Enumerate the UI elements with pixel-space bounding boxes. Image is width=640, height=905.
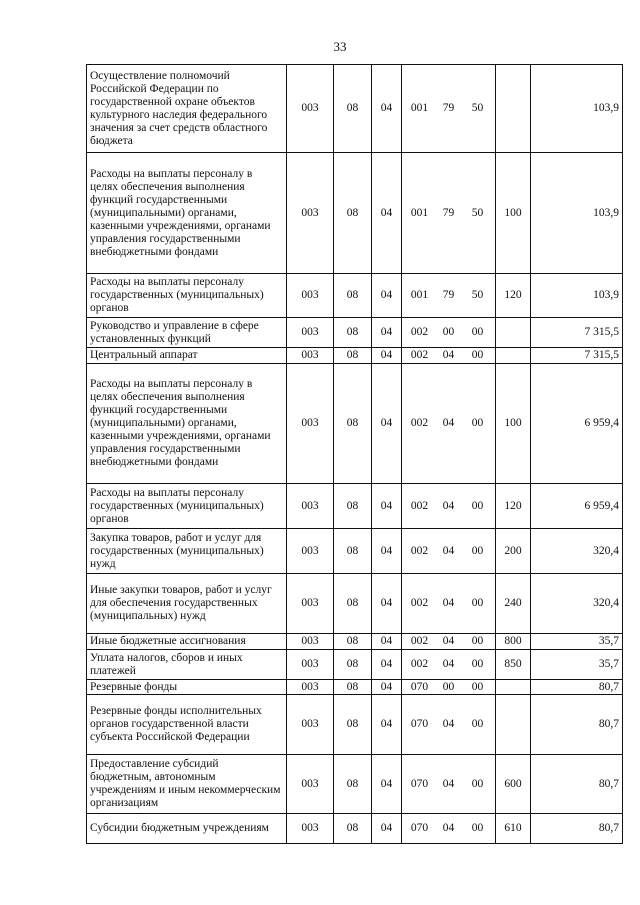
table-row bbox=[87, 634, 623, 650]
subsection-code: 04 bbox=[372, 318, 402, 348]
subsection-code: 04 bbox=[372, 348, 402, 364]
subsection-code: 04 bbox=[372, 634, 402, 650]
row-name: Расходы на выплаты персоналу государственных (муниципальных) органов bbox=[87, 484, 287, 529]
ved-code: 003 bbox=[287, 650, 334, 680]
row-name: Расходы на выплаты персоналу государственных (муниципальных) органов bbox=[87, 274, 287, 318]
subsection-code: 04 bbox=[372, 574, 402, 634]
row-name: Закупка товаров, работ и услуг для государственных (муниципальных) нужд bbox=[87, 529, 287, 574]
row-name: Расходы на выплаты персоналу в целях обеспечения выполнения функций государственными (муниципальными) органами, казенными учреждениями, органами управления государственными внебюджетными фондами bbox=[87, 153, 287, 274]
amount: 35,7 bbox=[531, 634, 623, 650]
amount: 7 315,5 bbox=[531, 348, 623, 364]
section-code: 08 bbox=[334, 274, 372, 318]
row-name: Иные бюджетные ассигнования bbox=[87, 634, 287, 650]
expense-type-code bbox=[496, 65, 531, 153]
expense-type-code: 200 bbox=[496, 529, 531, 574]
ved-code: 003 bbox=[287, 65, 334, 153]
target-article-code: 002 04 00 bbox=[402, 650, 496, 680]
section-code: 08 bbox=[334, 634, 372, 650]
subsection-code: 04 bbox=[372, 274, 402, 318]
ved-code: 003 bbox=[287, 574, 334, 634]
row-name: Руководство и управление в сфере установленных функций bbox=[87, 318, 287, 348]
table-row bbox=[87, 814, 623, 844]
subsection-code: 04 bbox=[372, 695, 402, 755]
section-code: 08 bbox=[334, 814, 372, 844]
budget-table bbox=[86, 64, 623, 844]
target-article-code: 002 04 00 bbox=[402, 574, 496, 634]
ved-code: 003 bbox=[287, 755, 334, 814]
expense-type-code: 610 bbox=[496, 814, 531, 844]
target-article-code: 002 04 00 bbox=[402, 364, 496, 484]
expense-type-code: 100 bbox=[496, 364, 531, 484]
ved-code: 003 bbox=[287, 364, 334, 484]
section-code: 08 bbox=[334, 364, 372, 484]
ved-code: 003 bbox=[287, 529, 334, 574]
ved-code: 003 bbox=[287, 318, 334, 348]
table-row bbox=[87, 153, 623, 274]
amount: 320,4 bbox=[531, 574, 623, 634]
ved-code: 003 bbox=[287, 484, 334, 529]
row-name: Резервные фонды исполнительных органов государственной власти субъекта Российской Федерации bbox=[87, 695, 287, 755]
table-row bbox=[87, 529, 623, 574]
page-number: 33 bbox=[333, 39, 347, 54]
section-code: 08 bbox=[334, 529, 372, 574]
expense-type-code: 850 bbox=[496, 650, 531, 680]
row-name: Расходы на выплаты персоналу в целях обеспечения выполнения функций государственными (муниципальными) органами, казенными учреждениями, органами управления государственными внебюджетными фондами bbox=[87, 364, 287, 484]
row-name: Предоставление субсидий бюджетным, автономным учреждениям и иным некоммерческим организациям bbox=[87, 755, 287, 814]
subsection-code: 04 bbox=[372, 65, 402, 153]
table-row bbox=[87, 755, 623, 814]
table-row bbox=[87, 65, 623, 153]
section-code: 08 bbox=[334, 348, 372, 364]
section-code: 08 bbox=[334, 755, 372, 814]
amount: 35,7 bbox=[531, 650, 623, 680]
row-name: Уплата налогов, сборов и иных платежей bbox=[87, 650, 287, 680]
table-row bbox=[87, 574, 623, 634]
amount: 80,7 bbox=[531, 695, 623, 755]
section-code: 08 bbox=[334, 65, 372, 153]
target-article-code: 070 04 00 bbox=[402, 755, 496, 814]
target-article-code: 070 04 00 bbox=[402, 814, 496, 844]
subsection-code: 04 bbox=[372, 680, 402, 695]
target-article-code: 070 04 00 bbox=[402, 695, 496, 755]
target-article-code: 001 79 50 bbox=[402, 65, 496, 153]
table-row bbox=[87, 680, 623, 695]
subsection-code: 04 bbox=[372, 529, 402, 574]
row-name: Центральный аппарат bbox=[87, 348, 287, 364]
expense-type-code bbox=[496, 680, 531, 695]
row-name: Резервные фонды bbox=[87, 680, 287, 695]
amount: 80,7 bbox=[531, 814, 623, 844]
subsection-code: 04 bbox=[372, 650, 402, 680]
expense-type-code bbox=[496, 695, 531, 755]
subsection-code: 04 bbox=[372, 755, 402, 814]
target-article-code: 001 79 50 bbox=[402, 153, 496, 274]
section-code: 08 bbox=[334, 680, 372, 695]
amount: 103,9 bbox=[531, 65, 623, 153]
ved-code: 003 bbox=[287, 695, 334, 755]
table-row bbox=[87, 348, 623, 364]
section-code: 08 bbox=[334, 650, 372, 680]
amount: 80,7 bbox=[531, 755, 623, 814]
expense-type-code: 120 bbox=[496, 484, 531, 529]
expense-type-code: 120 bbox=[496, 274, 531, 318]
amount: 80,7 bbox=[531, 680, 623, 695]
table-row bbox=[87, 695, 623, 755]
section-code: 08 bbox=[334, 695, 372, 755]
amount: 320,4 bbox=[531, 529, 623, 574]
expense-type-code: 800 bbox=[496, 634, 531, 650]
target-article-code: 002 04 00 bbox=[402, 634, 496, 650]
ved-code: 003 bbox=[287, 153, 334, 274]
expense-type-code: 600 bbox=[496, 755, 531, 814]
table-row bbox=[87, 484, 623, 529]
target-article-code: 001 79 50 bbox=[402, 274, 496, 318]
target-article-code: 070 00 00 bbox=[402, 680, 496, 695]
subsection-code: 04 bbox=[372, 153, 402, 274]
subsection-code: 04 bbox=[372, 364, 402, 484]
row-name: Субсидии бюджетным учреждениям bbox=[87, 814, 287, 844]
expense-type-code: 100 bbox=[496, 153, 531, 274]
target-article-code: 002 04 00 bbox=[402, 484, 496, 529]
expense-type-code bbox=[496, 318, 531, 348]
section-code: 08 bbox=[334, 484, 372, 529]
table-row bbox=[87, 650, 623, 680]
ved-code: 003 bbox=[287, 814, 334, 844]
expense-type-code: 240 bbox=[496, 574, 531, 634]
table-row bbox=[87, 274, 623, 318]
amount: 103,9 bbox=[531, 274, 623, 318]
ved-code: 003 bbox=[287, 348, 334, 364]
ved-code: 003 bbox=[287, 274, 334, 318]
target-article-code: 002 04 00 bbox=[402, 348, 496, 364]
target-article-code: 002 00 00 bbox=[402, 318, 496, 348]
section-code: 08 bbox=[334, 574, 372, 634]
amount: 7 315,5 bbox=[531, 318, 623, 348]
table-row bbox=[87, 318, 623, 348]
section-code: 08 bbox=[334, 318, 372, 348]
ved-code: 003 bbox=[287, 680, 334, 695]
expense-type-code bbox=[496, 348, 531, 364]
table-row bbox=[87, 364, 623, 484]
row-name: Осуществление полномочий Российской Федерации по государственной охране объектов культурного наследия федерального значения за счет средств областного бюджета bbox=[87, 65, 287, 153]
amount: 6 959,4 bbox=[531, 484, 623, 529]
amount: 103,9 bbox=[531, 153, 623, 274]
row-name: Иные закупки товаров, работ и услуг для обеспечения государственных (муниципальных) нужд bbox=[87, 574, 287, 634]
subsection-code: 04 bbox=[372, 484, 402, 529]
target-article-code: 002 04 00 bbox=[402, 529, 496, 574]
ved-code: 003 bbox=[287, 634, 334, 650]
amount: 6 959,4 bbox=[531, 364, 623, 484]
subsection-code: 04 bbox=[372, 814, 402, 844]
section-code: 08 bbox=[334, 153, 372, 274]
